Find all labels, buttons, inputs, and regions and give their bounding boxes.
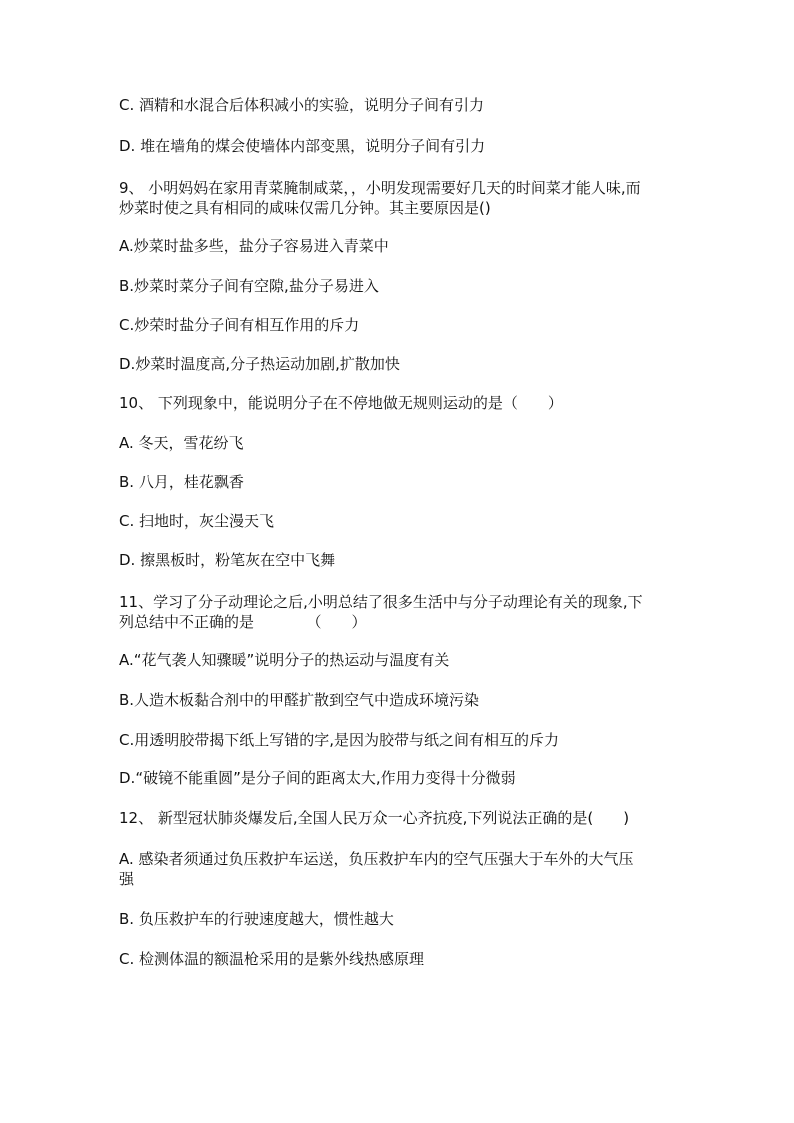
option-c-q12: C. 检测体温的额温枪采用的是紫外线热感原理 — [119, 950, 425, 968]
question-11-line-2: 列总结中不正确的是 （ ） — [119, 613, 367, 631]
option-c-q11: C.用透明胶带揭下纸上写错的字,是因为胶带与纸之间有相互的斥力 — [119, 731, 560, 749]
question-12: 12、 新型冠状肺炎爆发后,全国人民万众一心齐抗疫,下列说法正确的是( ) — [119, 809, 630, 827]
question-9-line-2: 炒菜时使之具有相同的咸味仅需几分钟。其主要原因是() — [119, 199, 491, 217]
question-11-line-1: 11、学习了分子动理论之后,小明总结了很多生活中与分子动理论有关的现象,下 — [119, 593, 643, 611]
question-9-line-1: 9、 小明妈妈在家用青菜腌制咸菜，，小明发现需要好几天的时间菜才能人味,而 — [119, 179, 641, 197]
option-d-q10: D. 擦黑板时，粉笔灰在空中飞舞 — [119, 551, 336, 569]
option-c-q10: C. 扫地时，灰尘漫天飞 — [119, 512, 275, 530]
option-a-q9: A.炒菜时盐多些，盐分子容易进入青菜中 — [119, 237, 389, 255]
option-c-q9: C.炒荣时盐分子间有相互作用的斥力 — [119, 316, 360, 334]
option-d-q11: D.“破镜不能重圆”是分子间的距离太大,作用力变得十分微弱 — [119, 769, 516, 787]
option-d-q8: D. 堆在墙角的煤会使墙体内部变黑，说明分子间有引力 — [119, 137, 486, 155]
option-b-q11: B.人造木板黏合剂中的甲醛扩散到空气中造成环境污染 — [119, 691, 480, 709]
option-b-q9: B.炒菜时菜分子间有空隙,盐分子易进入 — [119, 277, 379, 295]
option-a-q11: A.“花气袭人知骤暖”说明分子的热运动与温度有关 — [119, 651, 450, 669]
option-b-q12: B. 负压救护车的行驶速度越大，惯性越大 — [119, 910, 394, 928]
option-a-q10: A. 冬天，雪花纷飞 — [119, 434, 244, 452]
option-b-q10: B. 八月，桂花飘香 — [119, 473, 244, 491]
option-d-q9: D.炒菜时温度高,分子热运动加剧,扩散加快 — [119, 355, 400, 373]
option-c-q8: C. 酒精和水混合后体积减小的实验，说明分子间有引力 — [119, 96, 485, 114]
option-a-q12-line-1: A. 感染者须通过负压救护车运送，负压救护车内的空气压强大于车外的大气压 — [119, 850, 634, 868]
question-10: 10、 下列现象中，能说明分子在不停地做无规则运动的是（ ） — [119, 394, 563, 412]
option-a-q12-line-2: 强 — [119, 870, 135, 888]
